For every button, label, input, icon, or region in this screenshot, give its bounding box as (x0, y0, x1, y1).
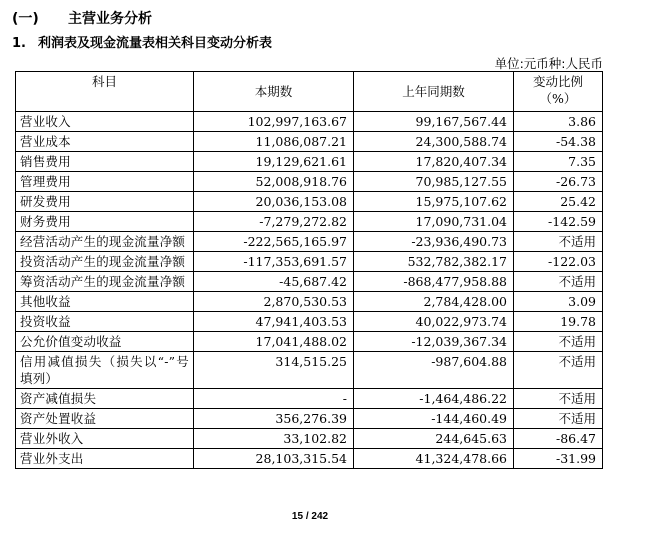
table-row (16, 272, 603, 292)
table-row (16, 449, 603, 469)
cell-change: 3.09 (514, 292, 603, 312)
cell-item: 投资收益 (16, 312, 194, 332)
cell-change: -86.47 (514, 429, 603, 449)
cell-prior: -868,477,958.88 (354, 272, 514, 292)
section-title: 主营业务分析 (68, 11, 152, 27)
cell-prior: 40,022,973.74 (354, 312, 514, 332)
cell-item: 筹资活动产生的现金流量净额 (16, 272, 194, 292)
subsection-title: 利润表及现金流量表相关科目变动分析表 (38, 36, 273, 51)
cell-change: 不适用 (514, 272, 603, 292)
cell-current: 102,997,163.67 (194, 112, 354, 132)
cell-item: 经营活动产生的现金流量净额 (16, 232, 194, 252)
table-header-row (16, 72, 603, 112)
analysis-table (15, 71, 603, 469)
cell-item: 公允价值变动收益 (16, 332, 194, 352)
subsection-heading (12, 32, 272, 51)
table-row (16, 152, 603, 172)
cell-current: 19,129,621.61 (194, 152, 354, 172)
cell-current: 11,086,087.21 (194, 132, 354, 152)
cell-prior: 244,645.63 (354, 429, 514, 449)
header-prior: 上年同期数 (354, 72, 514, 112)
cell-current: -117,353,691.57 (194, 252, 354, 272)
cell-current: 17,041,488.02 (194, 332, 354, 352)
table-row (16, 212, 603, 232)
cell-item: 营业外支出 (16, 449, 194, 469)
cell-change: -26.73 (514, 172, 603, 192)
cell-item: 营业收入 (16, 112, 194, 132)
table-row (16, 292, 603, 312)
cell-current: 314,515.25 (194, 352, 354, 389)
header-current: 本期数 (194, 72, 354, 112)
cell-item: 信用减值损失（损失以“-”号填列） (16, 352, 194, 389)
cell-prior: 2,784,428.00 (354, 292, 514, 312)
table-row (16, 332, 603, 352)
cell-item: 营业外收入 (16, 429, 194, 449)
table-row (16, 172, 603, 192)
cell-change: 25.42 (514, 192, 603, 212)
cell-change: 3.86 (514, 112, 603, 132)
cell-prior: 24,300,588.74 (354, 132, 514, 152)
table-row (16, 132, 603, 152)
table-row (16, 192, 603, 212)
cell-prior: 70,985,127.55 (354, 172, 514, 192)
cell-current: -45,687.42 (194, 272, 354, 292)
cell-change: 19.78 (514, 312, 603, 332)
page-number: 15 / 242 (291, 511, 329, 522)
cell-prior: -23,936,490.73 (354, 232, 514, 252)
cell-prior: 17,090,731.04 (354, 212, 514, 232)
cell-item: 营业成本 (16, 132, 194, 152)
cell-prior: -12,039,367.34 (354, 332, 514, 352)
cell-change: 不适用 (514, 409, 603, 429)
cell-prior: 15,975,107.62 (354, 192, 514, 212)
table-row (16, 252, 603, 272)
cell-prior: -1,464,486.22 (354, 389, 514, 409)
subsection-number: 1. (12, 36, 26, 51)
cell-item: 研发费用 (16, 192, 194, 212)
table-row (16, 389, 603, 409)
table-row (16, 112, 603, 132)
cell-current: 356,276.39 (194, 409, 354, 429)
header-item: 科目 (16, 72, 194, 112)
cell-change: 不适用 (514, 232, 603, 252)
cell-change: -31.99 (514, 449, 603, 469)
cell-current: 20,036,153.08 (194, 192, 354, 212)
table-row (16, 352, 603, 389)
header-change: 变动比例（%） (514, 72, 603, 112)
cell-item: 管理费用 (16, 172, 194, 192)
cell-change: -122.03 (514, 252, 603, 272)
cell-current: 33,102.82 (194, 429, 354, 449)
table-row (16, 429, 603, 449)
cell-item: 财务费用 (16, 212, 194, 232)
cell-current: -7,279,272.82 (194, 212, 354, 232)
cell-current: 52,008,918.76 (194, 172, 354, 192)
table-row (16, 312, 603, 332)
cell-prior: 17,820,407.34 (354, 152, 514, 172)
section-number: (一) (12, 11, 39, 27)
cell-item: 投资活动产生的现金流量净额 (16, 252, 194, 272)
cell-prior: 41,324,478.66 (354, 449, 514, 469)
cell-prior: -987,604.88 (354, 352, 514, 389)
cell-item: 资产减值损失 (16, 389, 194, 409)
table-row (16, 232, 603, 252)
cell-current: -222,565,165.97 (194, 232, 354, 252)
cell-item: 销售费用 (16, 152, 194, 172)
cell-prior: 532,782,382.17 (354, 252, 514, 272)
cell-change: 不适用 (514, 389, 603, 409)
section-heading (12, 8, 152, 28)
cell-current: 2,870,530.53 (194, 292, 354, 312)
cell-current: - (194, 389, 354, 409)
cell-change: 7.35 (514, 152, 603, 172)
cell-item: 其他收益 (16, 292, 194, 312)
table-row (16, 409, 603, 429)
cell-item: 资产处置收益 (16, 409, 194, 429)
cell-change: 不适用 (514, 332, 603, 352)
unit-note: 单位:元币种:人民币 (494, 56, 603, 71)
cell-current: 47,941,403.53 (194, 312, 354, 332)
cell-current: 28,103,315.54 (194, 449, 354, 469)
cell-change: -54.38 (514, 132, 603, 152)
cell-prior: 99,167,567.44 (354, 112, 514, 132)
cell-change: 不适用 (514, 352, 603, 389)
cell-change: -142.59 (514, 212, 603, 232)
cell-prior: -144,460.49 (354, 409, 514, 429)
